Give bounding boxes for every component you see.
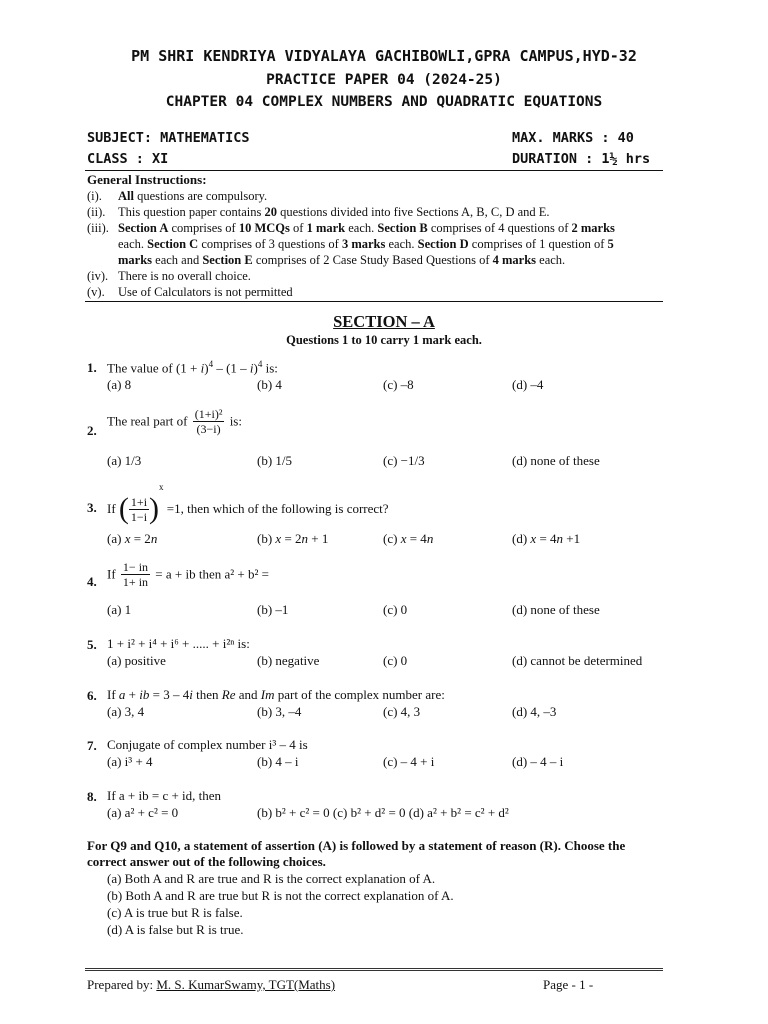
option-d[interactable]: (d) none of these [512, 453, 600, 468]
option-a[interactable]: (a) 8 [107, 377, 132, 392]
instruction-num: (iii). [87, 221, 109, 235]
question-text: The value of $(1 + i)^4 - (1 - i)^4$ is: [107, 359, 278, 376]
question-number: 8. [87, 789, 97, 804]
question-suffix: = a + ib then a² + b² = [155, 566, 269, 582]
instruction-item: Section A comprises of 10 MCQs of 1 mark each. Section B comprises of 4 questions of 2 marks [118, 221, 615, 235]
option-b[interactable]: (b) negative [257, 653, 320, 668]
option-d[interactable]: (d) x = 4n +1 [512, 531, 581, 546]
author-name: M. S. KumarSwamy, TGT(Maths) [156, 977, 336, 992]
option-b[interactable]: (b) –1 [257, 602, 289, 617]
option-a[interactable]: (a) i³ + 4 [107, 754, 153, 769]
option-a[interactable]: (a) x = 2n [107, 531, 158, 546]
option-b[interactable]: (b) 4 [257, 377, 282, 392]
fraction-denominator: 1+ in [122, 575, 149, 589]
fraction-denominator: 1−i [130, 509, 148, 524]
option-c[interactable]: (c) −1/3 [383, 453, 425, 468]
question-text [107, 560, 269, 589]
option-a[interactable]: (a) 1/3 [107, 453, 142, 468]
instruction-item: Use of Calculators is not permitted [118, 285, 293, 299]
question-number: 5. [87, 637, 97, 652]
assertion-instruction: For Q9 and Q10, a statement of assertion (A) is followed by a statement of reason (R). Choose the [87, 838, 626, 853]
max-marks-label: MAX. MARKS : 40 [512, 130, 634, 146]
question-number: 7. [87, 738, 97, 753]
question-number: 4. [87, 574, 97, 589]
question-suffix: is: [229, 413, 242, 429]
paren-close: ) [149, 492, 160, 526]
question-suffix: =1, then which of the following is correct? [166, 501, 389, 517]
option-b[interactable]: (b) 4 – i [257, 754, 299, 769]
section-subtitle: Questions 1 to 10 carry 1 mark each. [286, 333, 482, 347]
question-text: If a + ib = c + id, then [107, 788, 222, 803]
question-prefix: If [107, 566, 116, 582]
instruction-num: (v). [87, 285, 105, 299]
fraction [121, 560, 150, 589]
question-text [107, 482, 389, 524]
assertion-choice: (b) Both A and R are true but R is not the correct explanation of A. [107, 888, 454, 903]
footer-divider [85, 968, 663, 971]
assertion-choice: (c) A is true but R is false. [107, 905, 243, 920]
fraction-numerator: (1+i)² [194, 407, 223, 421]
school-name: PM SHRI KENDRIYA VIDYALAYA GACHIBOWLI,GPRA CAMPUS,HYD-32 [131, 47, 637, 65]
duration-label: DURATION : 1½ hrs [512, 151, 651, 167]
instructions-divider [85, 301, 663, 302]
instruction-item: marks each and Section E comprises of 2 Case Study Based Questions of 4 marks each. [118, 253, 566, 267]
footer-credit [87, 977, 335, 993]
prepared-label: Prepared by: [87, 977, 154, 992]
fraction [129, 495, 149, 524]
option-a[interactable]: (a) 3, 4 [107, 704, 145, 719]
instructions-title: General Instructions: [87, 172, 207, 187]
instruction-item: each. Section C comprises of 3 questions of 3 marks each. Section D comprises of 1 question of 5 [118, 237, 614, 251]
question-text [107, 407, 242, 436]
fraction-numerator: 1+i [130, 494, 148, 509]
chapter-title: CHAPTER 04 COMPLEX NUMBERS AND QUADRATIC EQUATIONS [165, 94, 603, 110]
paper-title: PRACTICE PAPER 04 (2024-25) [266, 72, 502, 88]
option-d[interactable]: (d) 4, –3 [512, 704, 557, 719]
subject-label: SUBJECT: MATHEMATICS [87, 130, 250, 146]
class-label: CLASS : XI [87, 151, 169, 167]
option-c[interactable]: (c) 0 [383, 653, 408, 668]
fraction [193, 407, 225, 436]
question-number: 6. [87, 688, 97, 703]
question-text: Conjugate of complex number i³ – 4 is [107, 737, 308, 752]
section-title: SECTION – A [333, 312, 435, 331]
assertion-instruction: correct answer out of the following choices. [87, 854, 326, 869]
option-d[interactable]: (d) none of these [512, 602, 600, 617]
paren-open: ( [118, 492, 129, 526]
question-prefix: If [107, 501, 116, 517]
option-a[interactable]: (a) positive [107, 653, 166, 668]
instruction-item: All questions are compulsory. [118, 189, 268, 203]
instruction-num: (iv). [87, 269, 109, 283]
instruction-item: There is no overall choice. [118, 269, 251, 283]
question-text: If a + ib = 3 – 4i then Re and Im part of the complex number are: [107, 687, 445, 702]
option-c[interactable]: (c) 0 [383, 602, 408, 617]
option-a[interactable]: (a) a² + c² = 0 [107, 805, 179, 820]
exponent: x [159, 482, 164, 492]
instruction-item: This question paper contains 20 questions divided into five Sections A, B, C, D and E. [118, 205, 550, 219]
assertion-choice: (a) Both A and R are true and R is the correct explanation of A. [107, 871, 436, 886]
option-d[interactable]: (d) – 4 – i [512, 754, 564, 769]
question-prefix: The real part of [107, 413, 188, 429]
option-d[interactable]: (d) –4 [512, 377, 544, 392]
meta-divider [85, 170, 663, 171]
fraction-numerator: 1− in [122, 560, 149, 574]
option-c[interactable]: (c) –8 [383, 377, 414, 392]
option-c[interactable]: (c) – 4 + i [383, 754, 435, 769]
question-number: 1. [87, 360, 97, 375]
instruction-num: (i). [87, 189, 102, 203]
fraction-denominator: (3−i) [196, 422, 221, 436]
page-number: Page - 1 - [543, 977, 594, 992]
option-a[interactable]: (a) 1 [107, 602, 132, 617]
question-number: 3. [87, 500, 97, 515]
question-number: 2. [87, 423, 97, 438]
option-c[interactable]: (c) 4, 3 [383, 704, 421, 719]
option-b-c-d[interactable]: (b) b² + c² = 0 (c) b² + d² = 0 (d) a² + b² = c² + d² [257, 805, 509, 820]
option-c[interactable]: (c) x = 4n [383, 531, 434, 546]
option-d[interactable]: (d) cannot be determined [512, 653, 643, 668]
question-text: 1 + i² + i⁴ + i⁶ + ..... + i²ⁿ is: [107, 636, 250, 651]
assertion-choice: (d) A is false but R is true. [107, 922, 244, 937]
instruction-num: (ii). [87, 205, 106, 219]
option-b[interactable]: (b) 1/5 [257, 453, 293, 468]
option-b[interactable]: (b) 3, –4 [257, 704, 302, 719]
option-b[interactable]: (b) x = 2n + 1 [257, 531, 329, 546]
